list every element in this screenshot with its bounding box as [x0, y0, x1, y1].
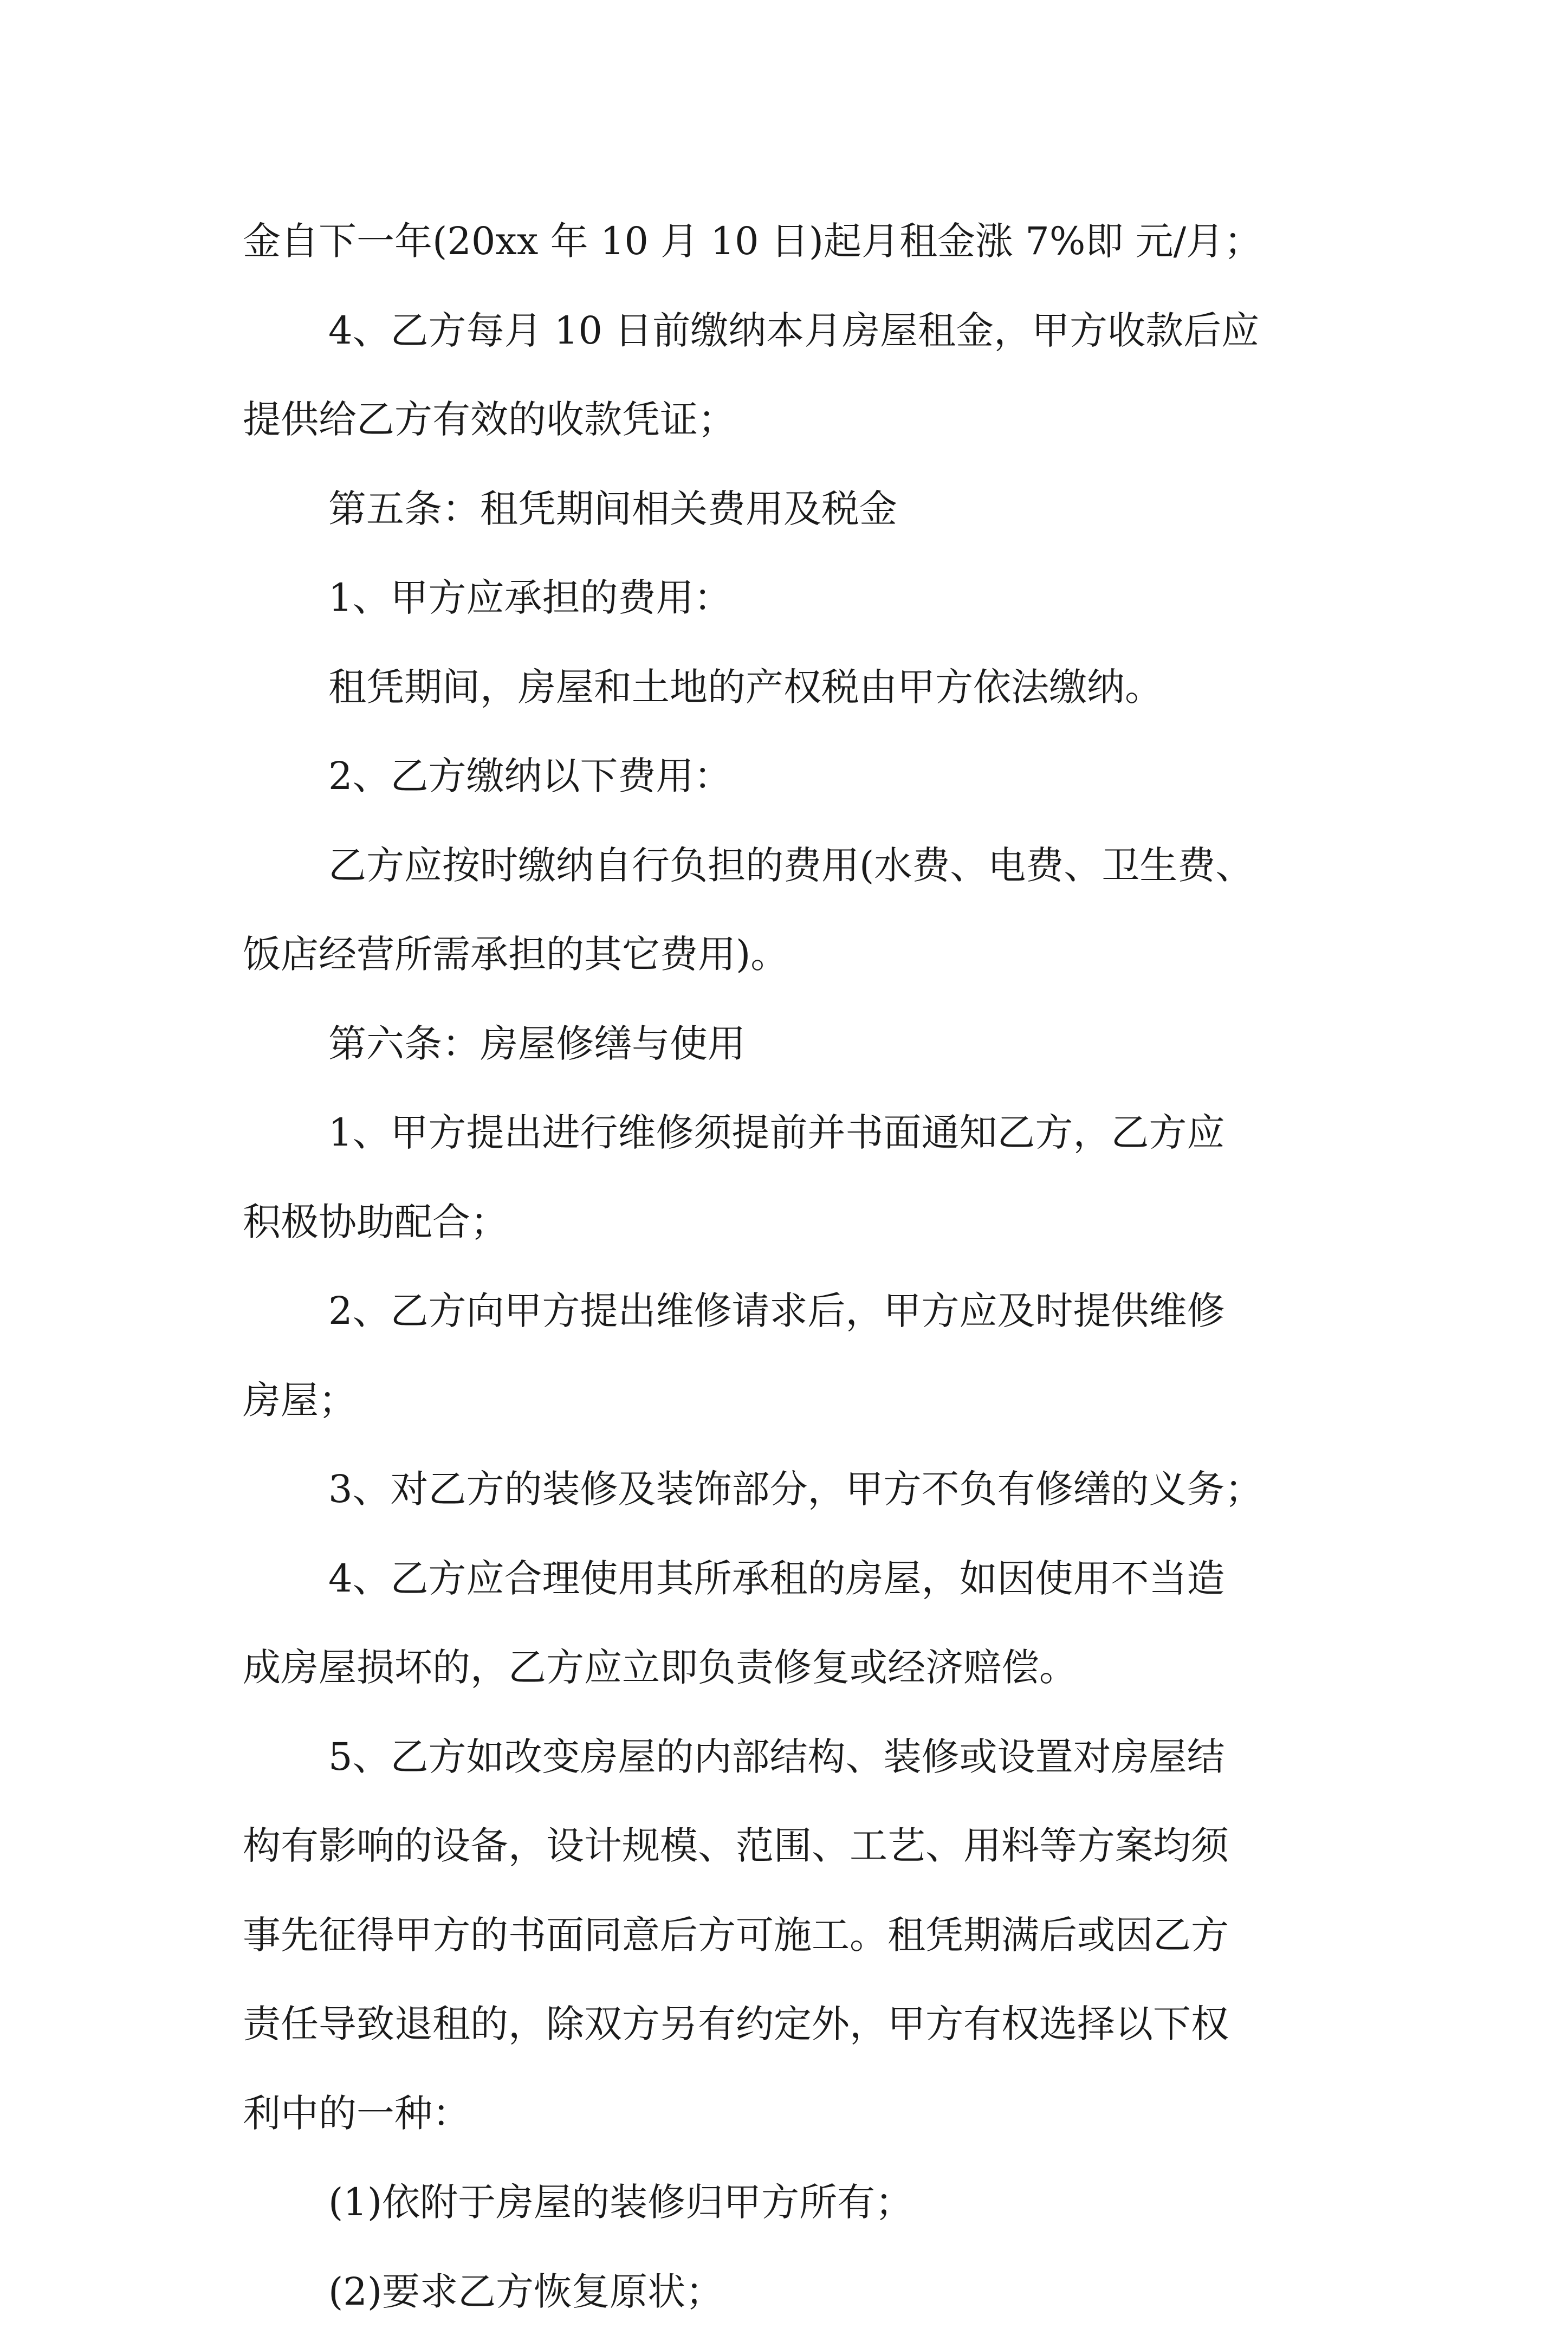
text-line: 成房屋损坏的，乙方应立即负责修复或经济赔偿。 — [243, 1635, 1353, 1724]
text-line: 2、乙方缴纳以下费用： — [243, 743, 1353, 833]
text-line: 饭店经营所需承担的其它费用)。 — [243, 922, 1353, 1011]
text-line: 构有影响的设备，设计规模、范围、工艺、用料等方案均须 — [243, 1813, 1353, 1903]
text-line: (1)依附于房屋的装修归甲方所有； — [243, 2170, 1353, 2259]
text-line: 4、乙方应合理使用其所承租的房屋，如因使用不当造 — [243, 1546, 1353, 1635]
text-line: 责任导致退租的，除双方另有约定外，甲方有权选择以下权 — [243, 1991, 1353, 2081]
text-line: 乙方应按时缴纳自行负担的费用(水费、电费、卫生费、 — [243, 833, 1353, 922]
text-line: 房屋； — [243, 1368, 1353, 1457]
text-line: 5、乙方如改变房屋的内部结构、装修或设置对房屋结 — [243, 1724, 1353, 1814]
text-line: 2、乙方向甲方提出维修请求后，甲方应及时提供维修 — [243, 1278, 1353, 1368]
text-line: 1、甲方应承担的费用： — [243, 565, 1353, 655]
document-body — [243, 209, 1353, 2348]
text-line: 4、乙方每月 10 日前缴纳本月房屋租金，甲方收款后应 — [243, 298, 1353, 387]
text-line: 提供给乙方有效的收款凭证； — [243, 387, 1353, 476]
section-heading: 第六条：房屋修缮与使用 — [243, 1011, 1353, 1101]
text-line: 事先征得甲方的书面同意后方可施工。租凭期满后或因乙方 — [243, 1903, 1353, 1992]
text-line: 租凭期间，房屋和土地的产权税由甲方依法缴纳。 — [243, 655, 1353, 744]
text-line: 利中的一种： — [243, 2081, 1353, 2170]
text-line: 积极协助配合； — [243, 1189, 1353, 1279]
text-line: 3、对乙方的装修及装饰部分，甲方不负有修缮的义务； — [243, 1457, 1353, 1546]
text-line: 1、甲方提出进行维修须提前并书面通知乙方，乙方应 — [243, 1100, 1353, 1189]
section-heading: 第五条：租凭期间相关费用及税金 — [243, 476, 1353, 566]
text-line: 金自下一年(20xx 年 10 月 10 日)起月租金涨 7%即 元/月； — [243, 209, 1353, 298]
text-line: (2)要求乙方恢复原状； — [243, 2259, 1353, 2348]
